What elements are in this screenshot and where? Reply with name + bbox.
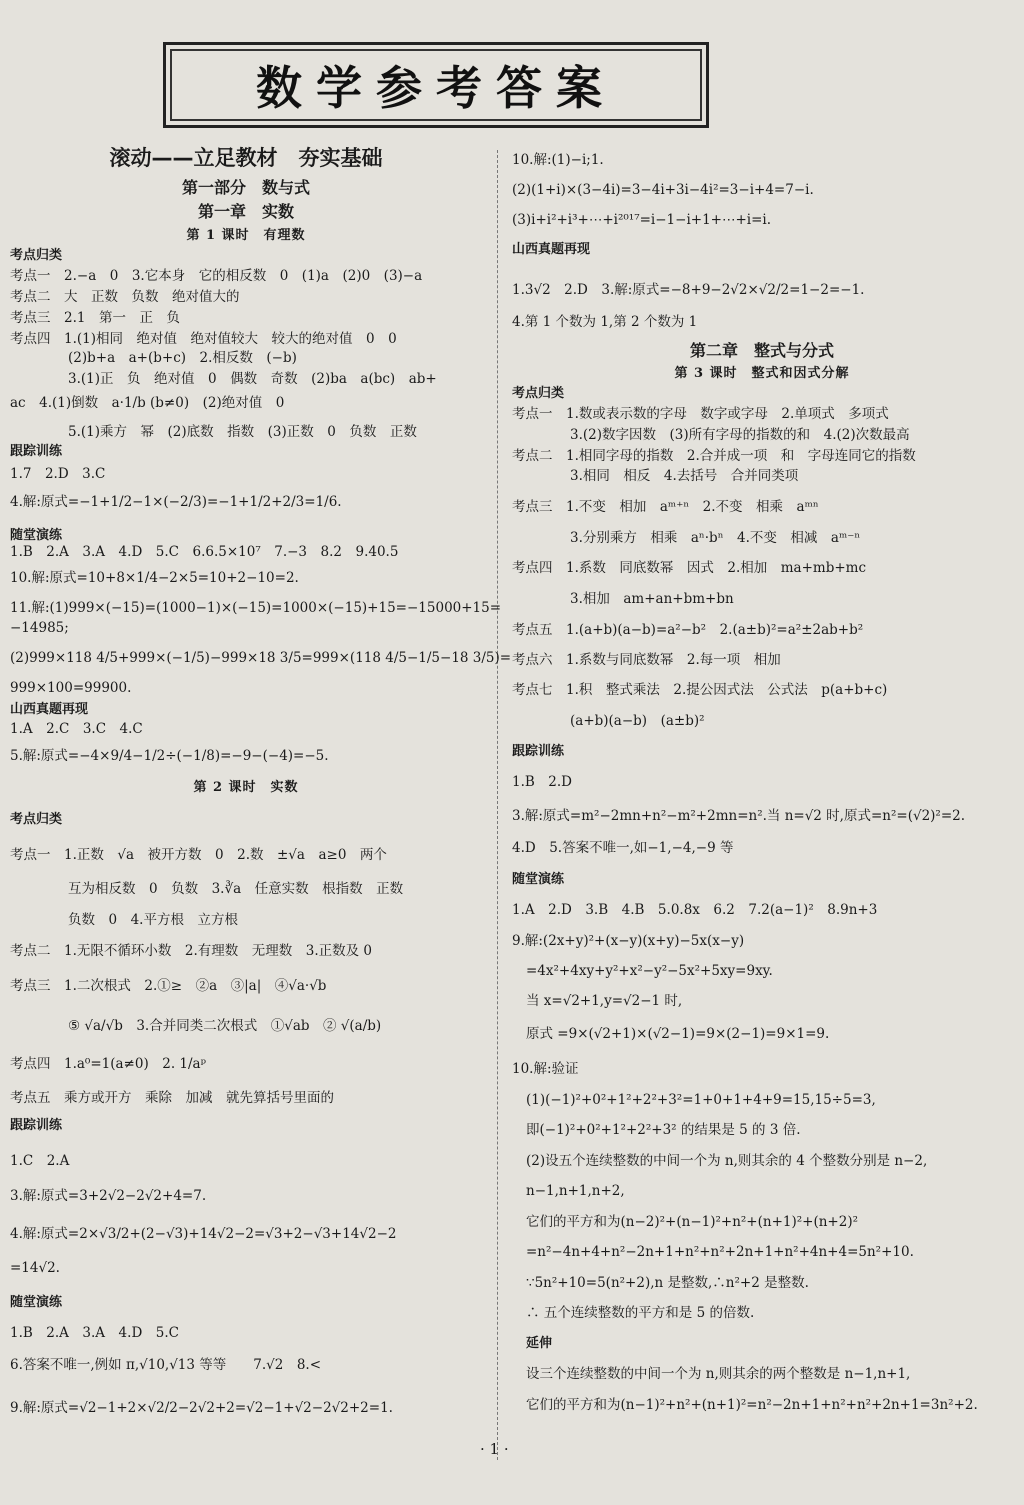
answer-line: 考点一 1.正数 √a 被开方数 0 2.数 ±√a a≥0 两个: [10, 847, 387, 863]
answer-line: 1.A 2.C 3.C 4.C: [10, 721, 143, 737]
page-number: · 1 ·: [480, 1440, 509, 1458]
section-label: 考点归类: [512, 386, 565, 401]
answer-line: 5.解:原式=−4×9/4−1/2÷(−1/8)=−9−(−4)=−5.: [10, 748, 329, 764]
answer-line: 3.分别乘方 相乘 aⁿ·bⁿ 4.不变 相减 aᵐ⁻ⁿ: [570, 530, 861, 546]
answer-line: 它们的平方和为(n−1)²+n²+(n+1)²=n²−2n+1+n²+n²+2n+1=3n²+2.: [526, 1397, 978, 1413]
answer-line: =n²−4n+4+n²−2n+1+n²+n²+2n+1+n²+4n+4=5n²+10.: [526, 1244, 914, 1260]
answer-line: 考点二 大 正数 负数 绝对值大的: [10, 289, 240, 305]
section-label: 跟踪训练: [512, 744, 565, 759]
answer-line: 考点三 1.二次根式 2.①≥ ②a ③|a| ④√a·√b: [10, 978, 327, 994]
answer-line: ⑤ √a/√b 3.合并同类二次根式 ①√ab ② √(a/b): [68, 1018, 382, 1034]
answer-line: 1.C 2.A: [10, 1153, 70, 1169]
answer-line: (2)b+a a+(b+c) 2.相反数 (−b): [68, 350, 297, 366]
answer-line: 3.相同 相反 4.去括号 合并同类项: [570, 468, 799, 484]
answer-line: 999×100=99900.: [10, 680, 132, 696]
answer-line: 4.D 5.答案不唯一,如−1,−4,−9 等: [512, 840, 734, 856]
answer-line: 1.A 2.D 3.B 4.B 5.0.8x 6.2 7.2(a−1)² 8.9n+3: [512, 902, 878, 918]
answer-line: 考点五 1.(a+b)(a−b)=a²−b² 2.(a±b)²=a²±2ab+b²: [512, 622, 864, 638]
answer-line: 10.解:(1)−i;1.: [512, 152, 604, 168]
answer-line: ∴ 五个连续整数的平方和是 5 的倍数.: [526, 1305, 755, 1321]
answer-line: =4x²+4xy+y²+x²−y²−5x²+5xy=9xy.: [526, 963, 773, 979]
answer-line: 5.(1)乘方 幂 (2)底数 指数 (3)正数 0 负数 正数: [68, 424, 417, 440]
answer-line: 考点一 2.−a 0 3.它本身 它的相反数 0 (1)a (2)0 (3)−a: [10, 268, 423, 284]
answer-line: −14985;: [10, 620, 69, 636]
answer-line: 互为相反数 0 负数 3.∛a 任意实数 根指数 正数: [68, 881, 404, 897]
part-title: 第一部分 数与式: [181, 178, 310, 197]
answer-line: 4.解:原式=2×√3/2+(2−√3)+14√2−2=√3+2−√3+14√2−2: [10, 1226, 397, 1242]
section-label: 随堂演练: [10, 528, 63, 543]
column-divider: [497, 150, 498, 1460]
answer-line: 1.B 2.A 3.A 4.D 5.C 6.6.5×10⁷ 7.−3 8.2 9.40.5: [10, 544, 399, 560]
answer-line: 3.相加 am+an+bm+bn: [570, 591, 734, 607]
answer-line: (2)(1+i)×(3−4i)=3−4i+3i−4i²=3−i+4=7−i.: [512, 182, 814, 198]
chapter-title: 第一章 实数: [197, 202, 294, 221]
answer-line: 考点二 1.相同字母的指数 2.合并成一项 和 字母连同它的指数: [512, 448, 916, 464]
answer-line: 考点六 1.系数与同底数幂 2.每一项 相加: [512, 652, 781, 668]
answer-line: 原式 =9×(√2+1)×(√2−1)=9×(2−1)=9×1=9.: [526, 1026, 830, 1042]
answer-line: 设三个连续整数的中间一个为 n,则其余的两个整数是 n−1,n+1,: [526, 1366, 911, 1382]
answer-line: 负数 0 4.平方根 立方根: [68, 912, 238, 928]
answer-line: 10.解:原式=10+8×1/4−2×5=10+2−10=2.: [10, 570, 299, 586]
section-label: 跟踪训练: [10, 1118, 63, 1133]
answer-line: 10.解:验证: [512, 1061, 579, 1077]
answer-line: n−1,n+1,n+2,: [526, 1183, 625, 1199]
answer-line: 考点五 乘方或开方 乘除 加减 就先算括号里面的: [10, 1090, 334, 1106]
title-banner: [163, 42, 709, 128]
answer-line: 1.3√2 2.D 3.解:原式=−8+9−2√2×√2/2=1−2=−1.: [512, 282, 865, 298]
chapter-title: 第二章 整式与分式: [689, 341, 834, 360]
answer-line: 考点三 1.不变 相加 aᵐ⁺ⁿ 2.不变 相乘 aᵐⁿ: [512, 499, 819, 515]
answer-line: 考点四 1.(1)相同 绝对值 绝对值较大 较大的绝对值 0 0: [10, 331, 397, 347]
answer-line: 考点三 2.1 第一 正 负: [10, 310, 180, 326]
section-label: 山西真题再现: [512, 242, 591, 257]
answer-line: 3.(1)正 负 绝对值 0 偶数 奇数 (2)ba a(bc) ab+: [68, 371, 437, 387]
answer-line: 6.答案不唯一,例如 π,√10,√13 等等 7.√2 8.<: [10, 1357, 322, 1373]
answer-line: 3.(2)数字因数 (3)所有字母的指数的和 4.(2)次数最高: [570, 427, 910, 443]
answer-line: ac 4.(1)倒数 a·1/b (b≠0) (2)绝对值 0: [10, 395, 285, 411]
section-label: 考点归类: [10, 248, 63, 263]
answer-line: 它们的平方和为(n−2)²+(n−1)²+n²+(n+1)²+(n+2)²: [526, 1214, 859, 1230]
answer-line: 考点七 1.积 整式乘法 2.提公因式法 公式法 p(a+b+c): [512, 682, 888, 698]
answer-line: 4.第 1 个数为 1,第 2 个数为 1: [512, 314, 698, 330]
answer-line: 考点二 1.无限不循环小数 2.有理数 无理数 3.正数及 0: [10, 943, 373, 959]
section-label: 考点归类: [10, 812, 63, 827]
answer-line: ∵5n²+10=5(n²+2),n 是整数,∴n²+2 是整数.: [526, 1275, 809, 1291]
section-label: 随堂演练: [10, 1295, 63, 1310]
answer-line: 3.解:原式=m²−2mn+n²−m²+2mn=n².当 n=√2 时,原式=n²=(√2)²=2.: [512, 808, 966, 824]
answer-line: 考点四 1.系数 同底数幂 因式 2.相加 ma+mb+mc: [512, 560, 867, 576]
answer-line: 1.B 2.A 3.A 4.D 5.C: [10, 1325, 179, 1341]
answer-line: (3)i+i²+i³+⋯+i²⁰¹⁷=i−1−i+1+⋯+i=i.: [512, 212, 772, 228]
answer-line: =14√2.: [10, 1260, 60, 1276]
answer-line: 1.B 2.D: [512, 774, 573, 790]
answer-line: 1.7 2.D 3.C: [10, 466, 106, 482]
answer-line: (2)999×118 4/5+999×(−1/5)−999×18 3/5=999×(118 4/5−1/5−18 3/5)=: [10, 650, 512, 666]
answer-line: 当 x=√2+1,y=√2−1 时,: [526, 993, 683, 1009]
answer-line: (a+b)(a−b) (a±b)²: [570, 713, 705, 729]
section-label: 山西真题再现: [10, 702, 89, 717]
lesson-title: 第 1 课时 有理数: [186, 228, 306, 243]
answer-line: 4.解:原式=−1+1/2−1×(−2/3)=−1+1/2+2/3=1/6.: [10, 494, 342, 510]
answer-line: 考点四 1.a⁰=1(a≠0) 2. 1/aᵖ: [10, 1056, 206, 1072]
section-label: 随堂演练: [512, 872, 565, 887]
answer-line: 3.解:原式=3+2√2−2√2+4=7.: [10, 1188, 207, 1204]
answer-line: 9.解:(2x+y)²+(x−y)(x+y)−5x(x−y): [512, 933, 745, 949]
answer-line: 考点一 1.数或表示数的字母 数字或字母 2.单项式 多项式: [512, 406, 889, 422]
lesson-title: 第 3 课时 整式和因式分解: [674, 366, 850, 381]
answer-line: 即(−1)²+0²+1²+2²+3² 的结果是 5 的 3 倍.: [526, 1122, 801, 1138]
answer-line: (1)(−1)²+0²+1²+2²+3²=1+0+1+4+9=15,15÷5=3,: [526, 1092, 876, 1108]
section-label: 跟踪训练: [10, 444, 63, 459]
answer-line: (2)设五个连续整数的中间一个为 n,则其余的 4 个整数分别是 n−2,: [526, 1153, 928, 1169]
page-title: 数学参考答案: [256, 61, 616, 115]
answer-line: 11.解:(1)999×(−15)=(1000−1)×(−15)=1000×(−15)+15=−15000+15=: [10, 600, 502, 616]
answer-line: 9.解:原式=√2−1+2×√2/2−2√2+2=√2−1+√2−2√2+2=1.: [10, 1400, 393, 1416]
section-header: 滚动——立足教材 夯实基础: [109, 146, 383, 170]
lesson-title: 第 2 课时 实数: [193, 780, 299, 795]
section-label: 延伸: [526, 1336, 553, 1351]
